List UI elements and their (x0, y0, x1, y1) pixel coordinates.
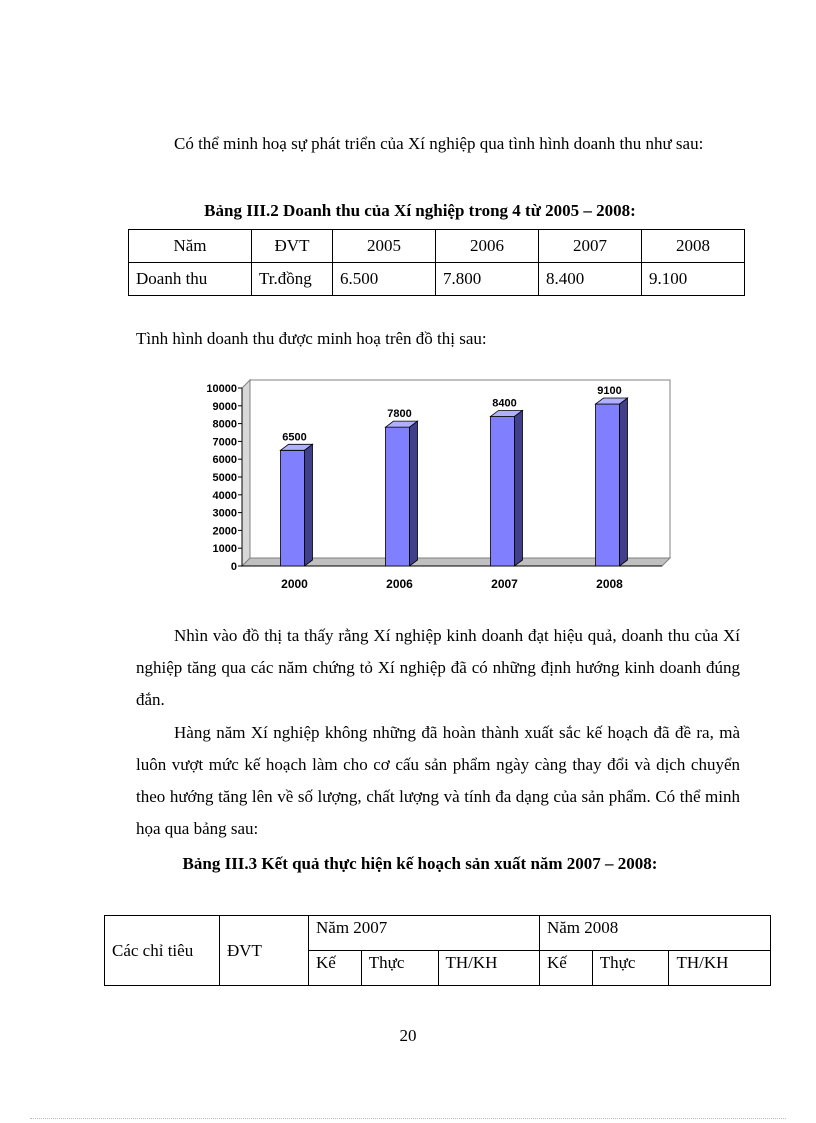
table-cell: Doanh thu (129, 263, 252, 296)
table-header-cell: Kế (539, 951, 592, 986)
y-tick-label: 6000 (212, 454, 237, 467)
y-tick-label: 9000 (212, 400, 237, 413)
table-header-cell: Thực (361, 951, 438, 986)
paragraph-plan: Hàng năm Xí nghiệp không những đã hoàn thành xuất sắc kế hoạch đã đề ra, mà luôn vượt mức kế hoạch làm cho cơ cấu sản phẩm ngày càng thay đổi và dịch chuyển theo hướng tăng lên về số lượng, chất lượng và tính đa dạng của sản phẩm. Có thể minh họa qua bảng sau: (136, 723, 740, 838)
y-tick-label: 4000 (212, 489, 237, 502)
table-header-cell: Kế (309, 951, 362, 986)
table1-caption: Bảng III.2 Doanh thu của Xí nghiệp trong 4 từ 2005 – 2008: (204, 201, 636, 220)
y-tick-label: 2000 (212, 525, 237, 538)
bar-side (305, 444, 313, 566)
table-header-cell: Thực (592, 951, 669, 986)
table2-caption: Bảng III.3 Kết quả thực hiện kế hoạch sản xuất năm 2007 – 2008: (182, 854, 658, 873)
bar (491, 416, 515, 566)
y-tick-label: 10000 (206, 383, 237, 395)
page-number: 20 (399, 1026, 417, 1045)
bar (596, 404, 620, 566)
table-header-cell: Các chỉ tiêu (105, 916, 220, 986)
bar-value-label: 8400 (492, 397, 517, 410)
bar (386, 427, 410, 566)
revenue-chart (198, 378, 688, 596)
y-tick-label: 7000 (212, 436, 237, 449)
y-tick-label: 8000 (212, 418, 237, 431)
y-tick-label: 5000 (212, 472, 237, 484)
y-tick-label: 3000 (212, 507, 237, 520)
production-plan-table (104, 915, 771, 986)
table-cell: 7.800 (436, 263, 539, 296)
bar-side (620, 398, 628, 566)
bar-value-label: 9100 (597, 385, 622, 398)
bar-value-label: 7800 (387, 408, 412, 421)
table-header-cell: ĐVT (220, 916, 309, 986)
y-tick-label: 0 (230, 561, 237, 573)
bar-side (515, 410, 523, 566)
table-cell: 8.400 (539, 263, 642, 296)
table-header-cell: 2005 (333, 230, 436, 263)
table-row (129, 263, 745, 296)
table-header-cell: ĐVT (252, 230, 333, 263)
table-header-cell: Năm 2007 (309, 916, 540, 951)
x-tick-label: 2000 (281, 577, 308, 591)
chart-intro: Tình hình doanh thu được minh hoạ trên đồ thị sau: (136, 329, 487, 348)
chart-side-wall (242, 380, 250, 566)
table-cell: Tr.đồng (252, 263, 333, 296)
table-header-cell: TH/KH (669, 951, 771, 986)
table-cell: 6.500 (333, 263, 436, 296)
table-row (105, 916, 771, 951)
table-row (129, 230, 745, 263)
y-tick-label: 1000 (212, 543, 237, 556)
table-header-cell: 2007 (539, 230, 642, 263)
table-header-cell: TH/KH (438, 951, 539, 986)
table-header-cell: Năm 2008 (539, 916, 770, 951)
table-header-cell: Năm (129, 230, 252, 263)
bar-side (410, 421, 418, 566)
bar-value-label: 6500 (282, 431, 307, 444)
revenue-table (128, 229, 745, 296)
paragraph-analysis: Nhìn vào đồ thị ta thấy rằng Xí nghiệp kinh doanh đạt hiệu quả, doanh thu của Xí nghiệp tăng qua các năm chứng tỏ Xí nghiệp đã có những định hướng kinh doanh đúng đắn. (136, 626, 740, 709)
table-header-cell: 2006 (436, 230, 539, 263)
x-tick-label: 2006 (386, 577, 413, 591)
x-tick-label: 2007 (491, 577, 518, 591)
bar (281, 450, 305, 566)
x-tick-label: 2008 (596, 577, 623, 591)
footer-divider (30, 1118, 786, 1119)
intro-paragraph: Có thể minh hoạ sự phát triển của Xí nghiệp qua tình hình doanh thu như sau: (174, 134, 704, 153)
table-cell: 9.100 (642, 263, 745, 296)
table-header-cell: 2008 (642, 230, 745, 263)
